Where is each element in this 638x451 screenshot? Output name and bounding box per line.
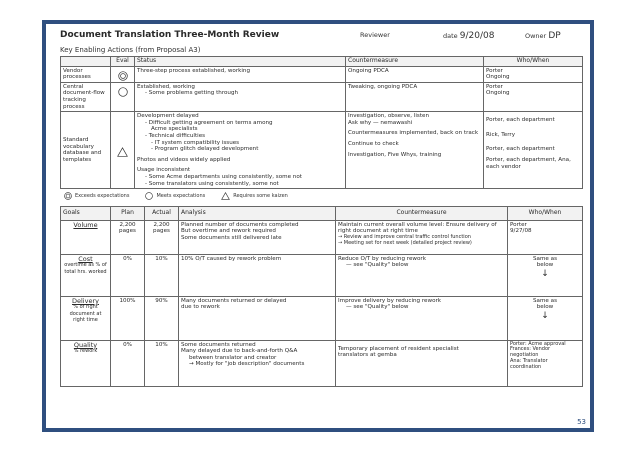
row-name: Vendor processes [61, 66, 111, 82]
status-line: - Difficult getting agreement on terms among [145, 119, 273, 126]
analysis-line: → Mostly for "job description" documents [189, 361, 305, 368]
countermeasure-line: Investigation, observe, listen [348, 113, 429, 120]
countermeasure-line: Temporary placement of resident specialist [338, 345, 459, 352]
row-name: Standard vocabulary database and templates [61, 112, 111, 189]
who-line: Porter [486, 67, 503, 74]
actual-value: 2,200 pages [145, 220, 179, 254]
owner-value: DP [548, 31, 561, 41]
owner-field [525, 31, 561, 41]
goal-name: Volume [73, 220, 98, 229]
status-line: - Some problems getting through [145, 90, 239, 97]
who-line: Porter: Acme approval [510, 340, 566, 347]
col-countermeasure: Countermeasure [336, 207, 508, 221]
arrow-down-icon: ↓ [541, 268, 549, 279]
status-line: Established, working [137, 83, 195, 90]
analysis-line: 10% O/T caused by rework problem [181, 255, 282, 262]
status-line: - Some translators using consistently, some not [145, 180, 279, 187]
legend-item: Requires some kaizen [221, 192, 288, 200]
countermeasure-line: Tweaking, ongoing PDCA [348, 83, 418, 90]
requires-kaizen-icon [113, 144, 132, 157]
who-line: Porter, each department [486, 146, 555, 153]
countermeasure-line: Investigation, Five Whys, training [348, 151, 442, 158]
countermeasure-line: Ask why — nemawashi [348, 119, 413, 126]
goal-name: Quality [73, 340, 98, 349]
who-line: 9/27/08 [510, 228, 532, 235]
table-row [61, 296, 583, 340]
who-line: below [536, 304, 554, 311]
table-header-row [61, 57, 583, 67]
who-line: Rick, Terry [486, 131, 516, 138]
status-line: Development delayed [137, 113, 199, 120]
review-sheet [60, 30, 582, 387]
who-line: Porter, each department [486, 117, 555, 124]
countermeasure-line: Maintain current overall volume level: Ensure delivery of right document at right time [338, 221, 497, 235]
countermeasure-line: → Review and improve central traffic control function [338, 233, 471, 240]
col-who-when: Who/When [508, 207, 583, 221]
actual-value: 10% [145, 254, 179, 296]
table-row [61, 340, 583, 386]
countermeasure-line: Improve delivery by reducing rework [338, 297, 442, 304]
who-line: Ongoing [486, 90, 510, 97]
analysis-line: between translator and creator [189, 354, 277, 361]
goal-sub: overtime as % of total hrs. worked [64, 262, 107, 275]
countermeasure-line: translators at gemba [338, 352, 397, 359]
countermeasure-line: Reduce O/T by reducing rework [338, 255, 426, 262]
plan-value: 2,200 pages [111, 220, 145, 254]
status-line: - Technical difficulties [145, 132, 206, 139]
col-plan: Plan [111, 207, 145, 221]
status-line: Three-step process established, working [137, 67, 251, 74]
legend-item: Meets expectations [145, 192, 205, 200]
analysis-line: Planned number of documents completed [181, 221, 299, 228]
meets-expectations-icon [113, 84, 132, 97]
table-header-row [61, 207, 583, 221]
document-title: Document Translation Three-Month Review [60, 30, 280, 40]
exceeds-expectations-icon [113, 68, 132, 81]
row-name: Central document-flow tracking process [61, 82, 111, 111]
analysis-line: Some documents still delivered late [181, 234, 282, 241]
title-row [60, 30, 582, 46]
countermeasure-line: — see "Quality" below [346, 262, 409, 269]
plan-value: 100% [111, 296, 145, 340]
who-line: Porter [486, 83, 503, 90]
analysis-line: But overtime and rework required [181, 228, 276, 235]
status-line: - Program glitch delayed development [151, 146, 259, 153]
who-line: Ana: Translator coordination [510, 358, 548, 370]
legend-item: Exceeds expectations [64, 192, 129, 200]
goal-sub: % rework [73, 348, 98, 355]
actual-value: 10% [145, 340, 179, 386]
eval-legend [60, 189, 582, 206]
analysis-line: Some documents returned [181, 341, 256, 348]
who-line: Porter, each department, Ana, each vendor [486, 156, 571, 170]
date-value: 9/20/08 [459, 31, 495, 41]
who-line: Porter [510, 221, 527, 228]
countermeasure-line: Ongoing PDCA [348, 67, 389, 74]
who-line: Frances: Vendor negotiation [510, 346, 551, 359]
status-line: Usage inconsistent [137, 167, 191, 174]
col-eval: Eval [111, 57, 135, 67]
exceeds-expectations-icon [64, 192, 72, 200]
table-row [61, 254, 583, 296]
reviewer-label: Reviewer [360, 31, 390, 39]
actual-value: 90% [145, 296, 179, 340]
page-number: 53 [577, 418, 586, 426]
meets-expectations-icon [145, 192, 153, 200]
who-line: Same as [533, 255, 557, 262]
goal-name: Delivery [72, 296, 99, 305]
countermeasure-line: — see "Quality" below [346, 304, 409, 311]
arrow-down-icon: ↓ [541, 310, 549, 321]
col-goals: Goals [61, 207, 111, 221]
status-line: - IT system compatibility issues [151, 139, 240, 146]
goals-table [60, 206, 583, 387]
slide-frame [42, 20, 594, 432]
status-line: - Some Acme departments using consistently, some not [145, 173, 302, 180]
col-who-when: Who/When [484, 57, 583, 67]
key-actions-table [60, 56, 583, 189]
analysis-line: due to rework [181, 304, 220, 311]
countermeasure-line: Countermeasures implemented, back on track [348, 130, 479, 137]
status-line: Acme specialists [151, 126, 198, 133]
goal-name: Cost [78, 254, 93, 263]
analysis-line: Many delayed due to back-and-forth Q&A [181, 348, 298, 355]
col-analysis: Analysis [179, 207, 336, 221]
plan-value: 0% [111, 254, 145, 296]
requires-kaizen-icon [221, 192, 230, 200]
goal-sub: % of right document at right time [69, 304, 102, 324]
date-field [443, 31, 494, 41]
countermeasure-line: → Meeting set for next week (detailed project review) [338, 239, 472, 246]
section1-subtitle: Key Enabling Actions (from Proposal A3) [60, 46, 201, 54]
table-row [61, 66, 583, 82]
countermeasure-line: Continue to check [348, 140, 399, 147]
col-status: Status [135, 57, 346, 67]
owner-label: Owner [525, 32, 547, 40]
status-line: Photos and videos widely applied [137, 156, 231, 163]
who-line: below [536, 262, 554, 269]
col-countermeasure: Countermeasure [346, 57, 484, 67]
plan-value: 0% [111, 340, 145, 386]
table-row [61, 112, 583, 189]
table-row [61, 82, 583, 111]
col-actual: Actual [145, 207, 179, 221]
who-line: Ongoing [486, 74, 510, 81]
who-line: Same as [533, 297, 557, 304]
date-label: date [443, 32, 458, 40]
table-row [61, 220, 583, 254]
analysis-line: Many documents returned or delayed [181, 297, 287, 304]
